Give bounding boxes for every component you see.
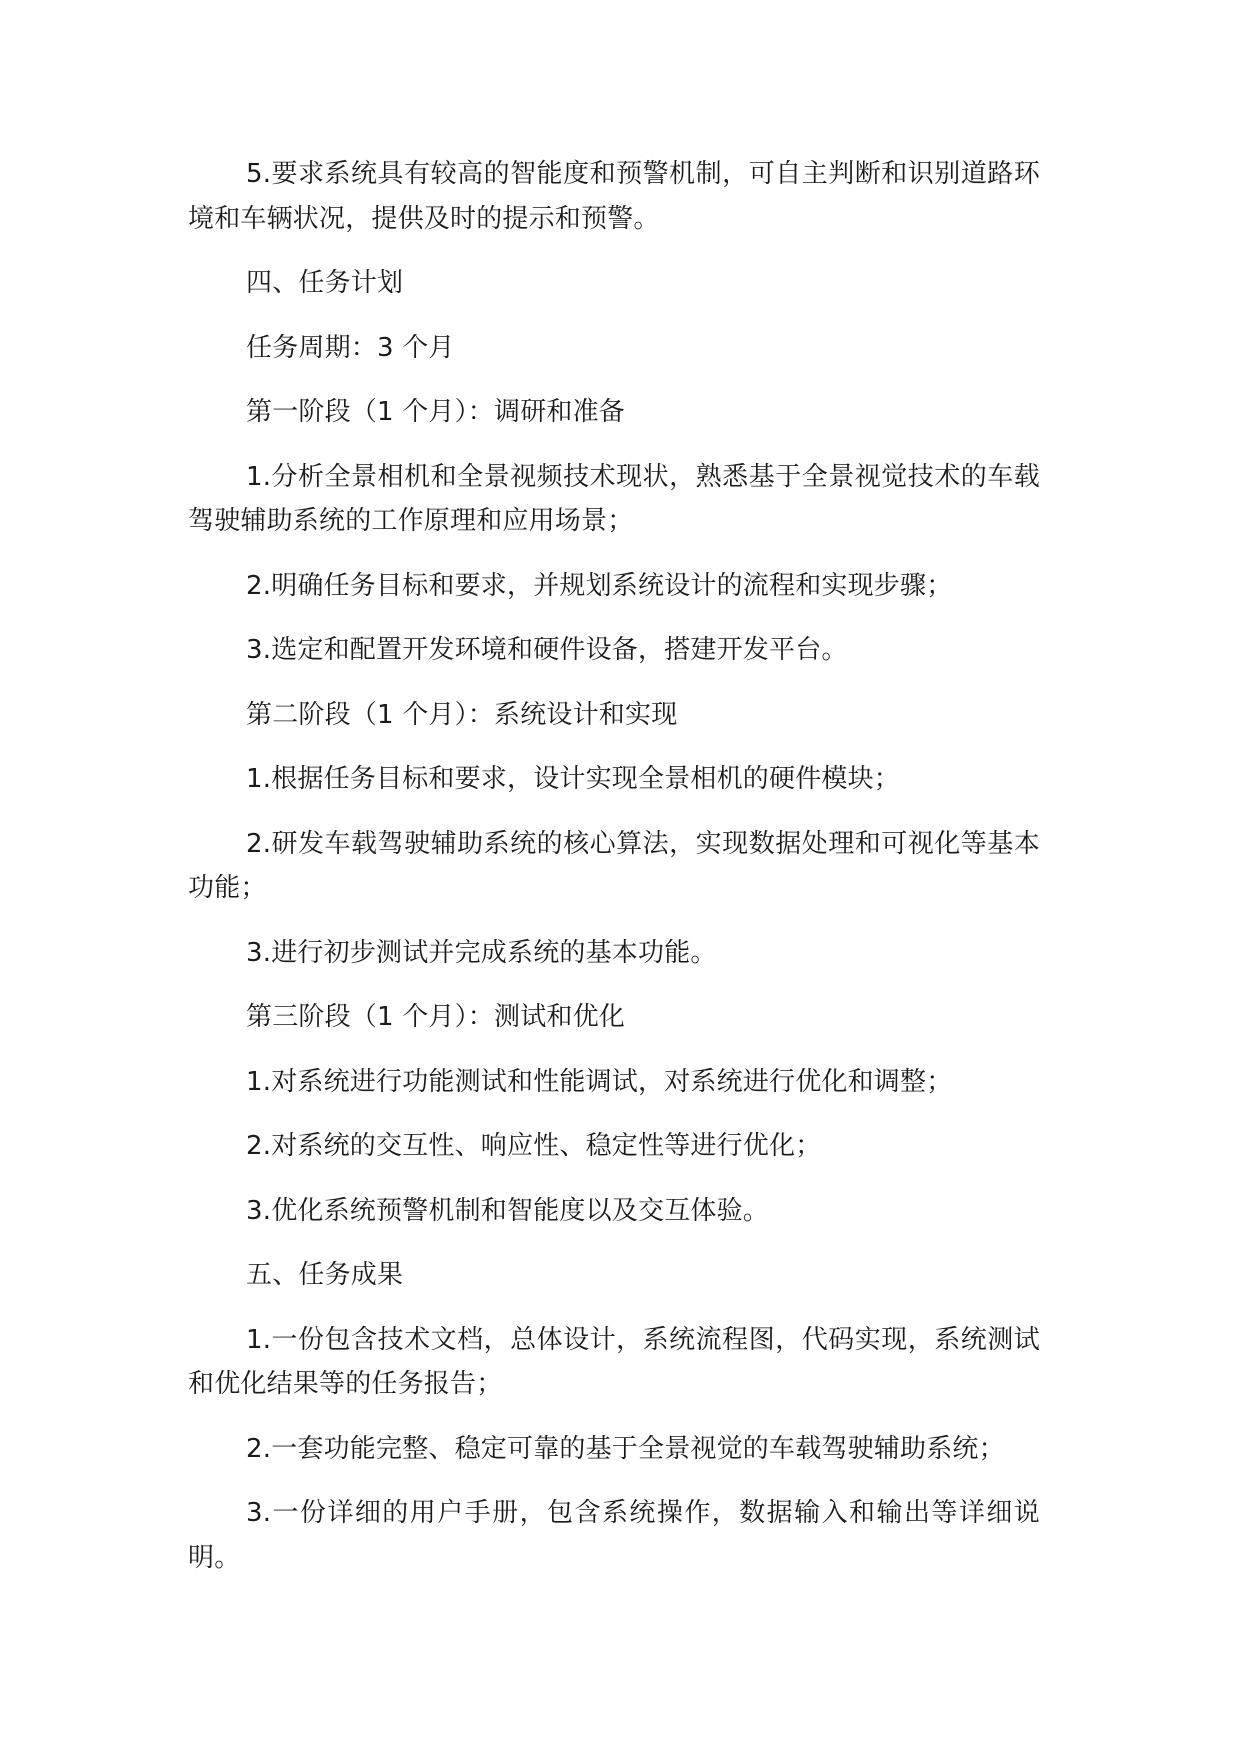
phase-1-heading: 第一阶段（1 个月）：调研和准备 (246, 397, 626, 427)
requirement-5: 5.要求系统具有较高的智能度和预警机制，可自主判断和识别道路环境和车辆状况，提供及时的提示和预警。 (188, 159, 1040, 234)
phase-3-item-3: 3.优化系统预警机制和智能度以及交互体验。 (246, 1195, 770, 1226)
phase-2-item-2: 2.研发车载驾驶辅助系统的核心算法，实现数据处理和可视化等基本功能； (188, 828, 1040, 903)
result-item-2: 2.一套功能完整、稳定可靠的基于全景视觉的车载驾驶辅助系统； (246, 1433, 1005, 1464)
section-heading-task-results: 五、任务成果 (246, 1260, 404, 1290)
phase-3-item-2: 2.对系统的交互性、响应性、稳定性等进行优化； (246, 1131, 822, 1161)
phase-2-heading: 第二阶段（1 个月）：系统设计和实现 (246, 699, 678, 730)
phase-2-item-3: 3.进行初步测试并完成系统的基本功能。 (246, 937, 717, 968)
document-body (188, 152, 1040, 1600)
result-item-1: 1.一份包含技术文档，总体设计，系统流程图，代码实现，系统测试和优化结果等的任务报告； (188, 1324, 1040, 1399)
phase-1-item-2: 2.明确任务目标和要求，并规划系统设计的流程和实现步骤； (246, 570, 953, 601)
section-heading-task-plan: 四、任务计划 (246, 268, 404, 298)
phase-1-item-3: 3.选定和配置开发环境和硬件设备，搭建开发平台。 (246, 635, 848, 665)
phase-3-heading: 第三阶段（1 个月）：测试和优化 (246, 1002, 626, 1032)
phase-2-item-1: 1.根据任务目标和要求，设计实现全景相机的硬件模块； (246, 764, 901, 794)
phase-1-item-1: 1.分析全景相机和全景视频技术现状，熟悉基于全景视觉技术的车载驾驶辅助系统的工作原理和应用场景； (188, 461, 1040, 536)
phase-3-item-1: 1.对系统进行功能测试和性能调试，对系统进行优化和调整； (246, 1066, 953, 1097)
result-item-3: 3.一份详细的用户手册，包含系统操作，数据输入和输出等详细说明。 (188, 1498, 1040, 1573)
task-period: 任务周期：3 个月 (246, 332, 455, 363)
